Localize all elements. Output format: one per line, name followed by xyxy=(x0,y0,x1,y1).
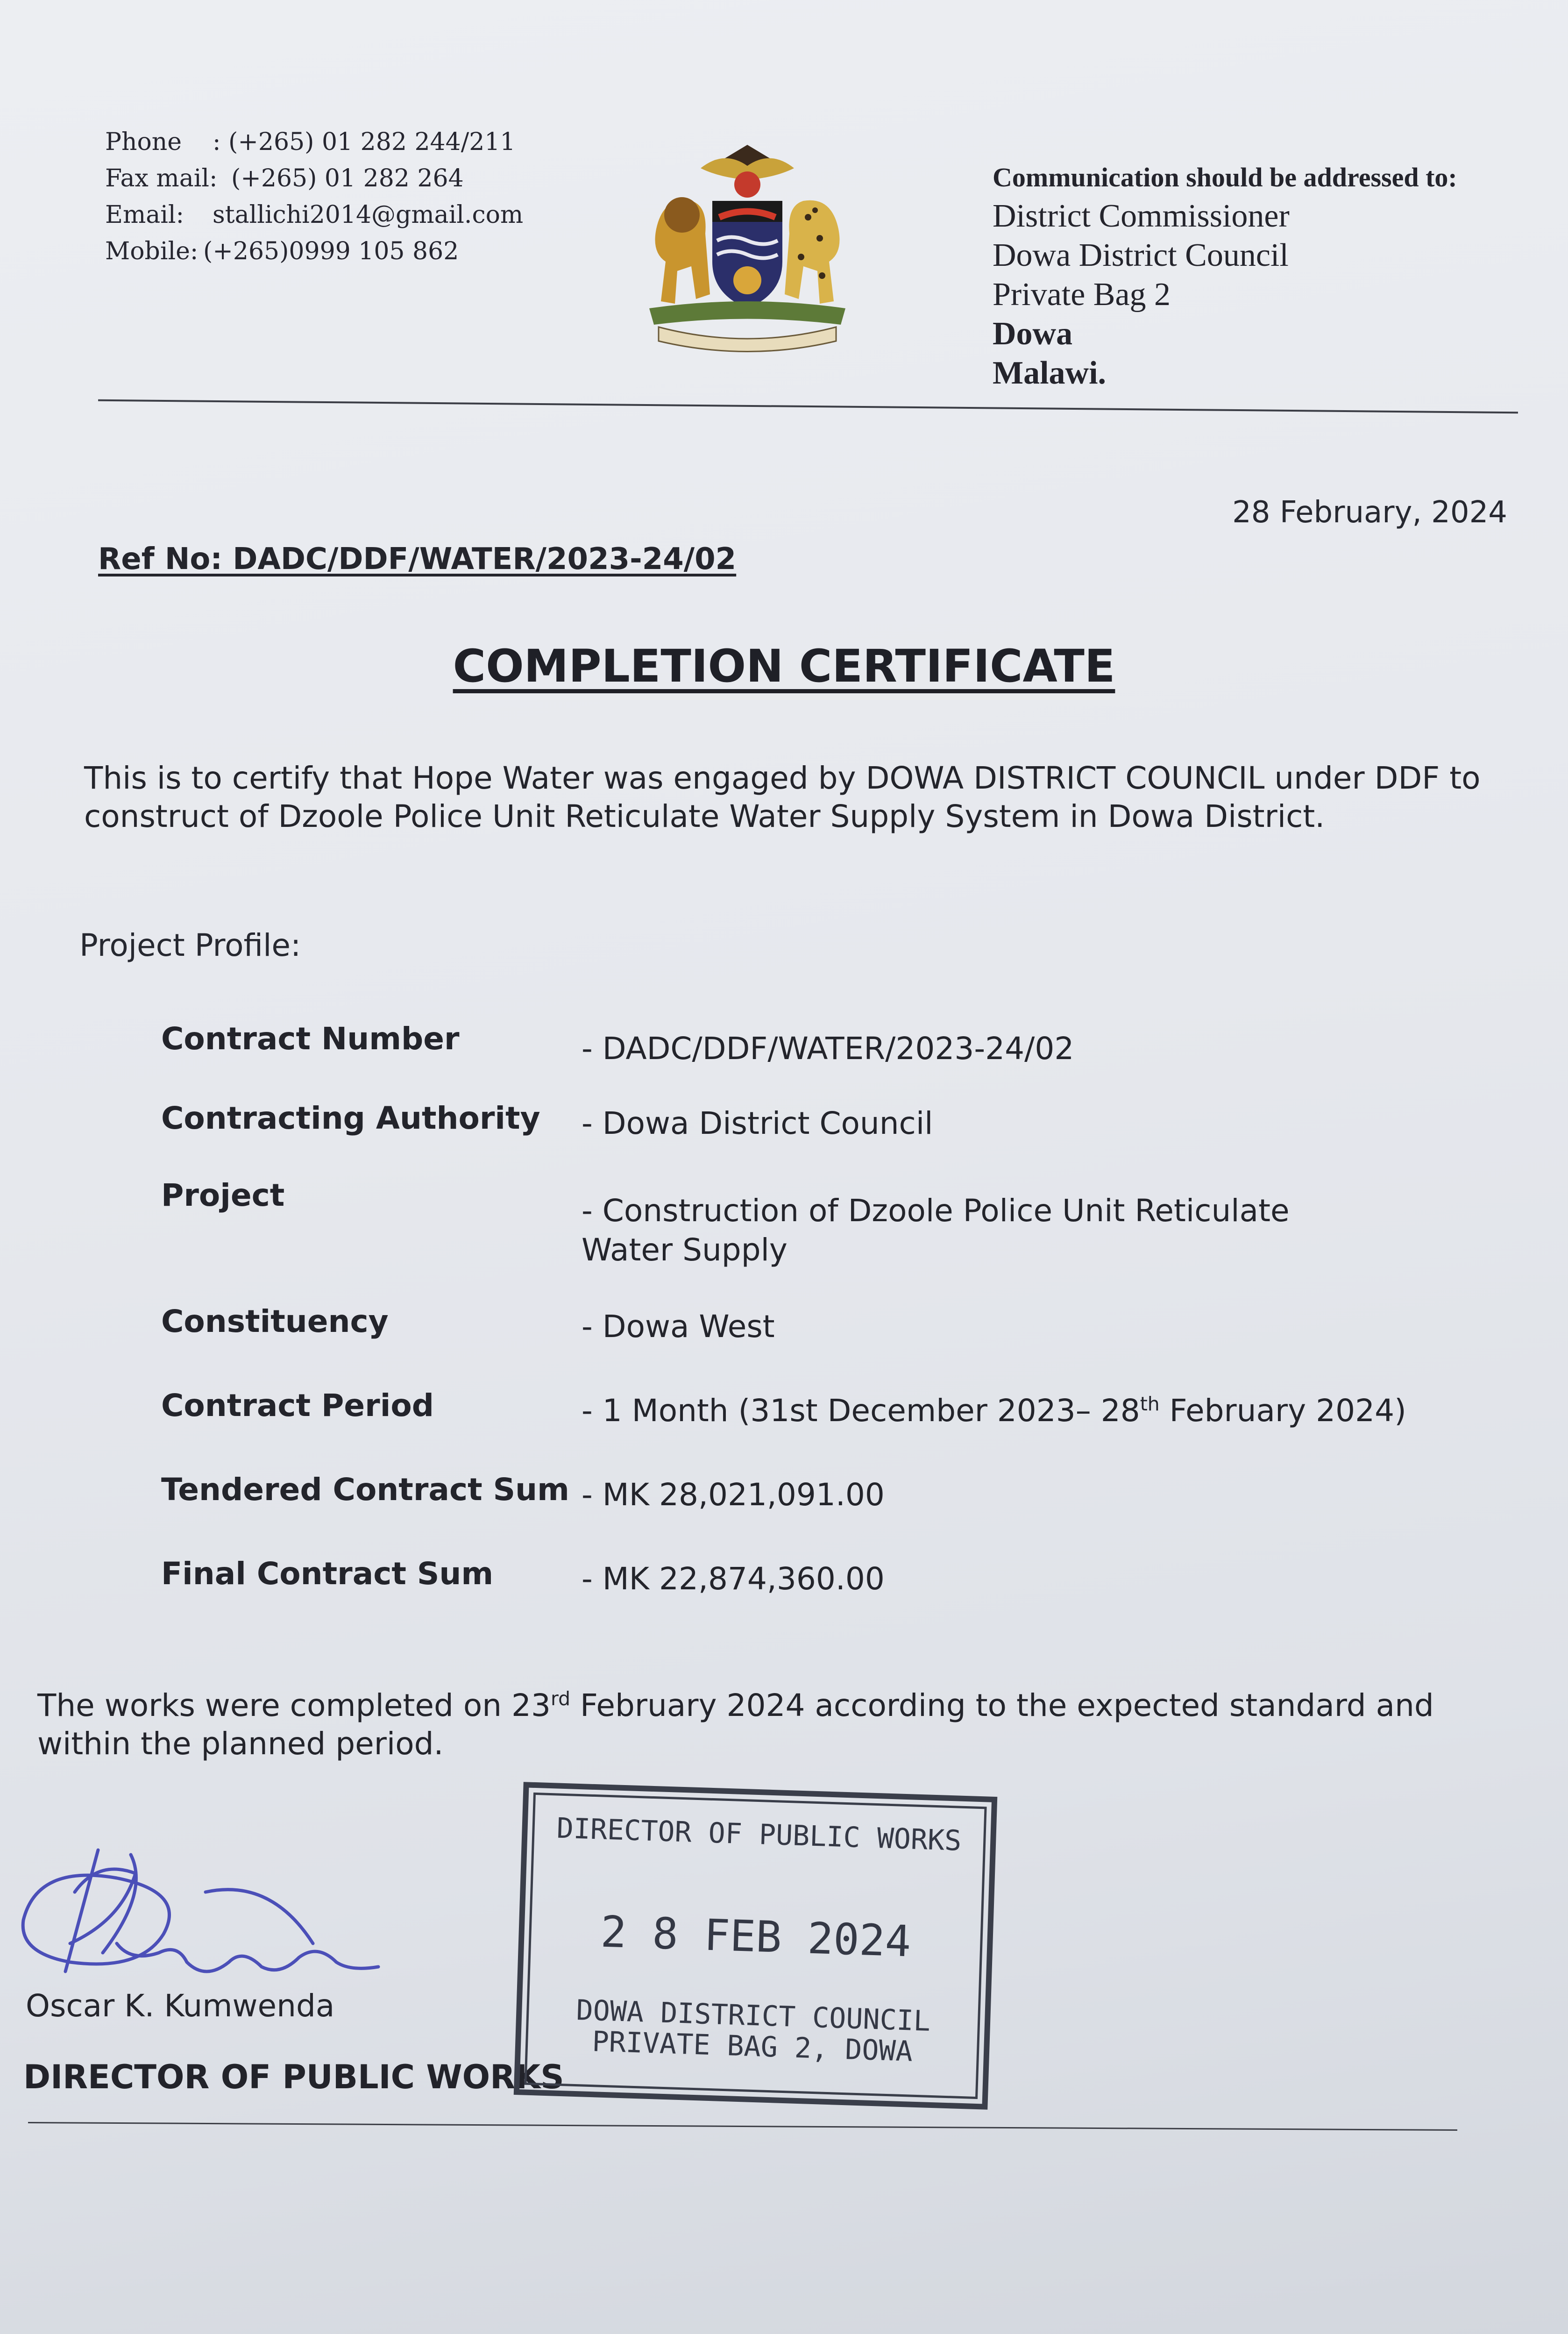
contact-phone xyxy=(105,124,523,160)
project-profile-label: Project Profile: xyxy=(79,927,301,963)
profile-value: - MK 28,021,091.00 xyxy=(582,1477,885,1513)
project-profile xyxy=(161,1021,1446,1630)
official-stamp xyxy=(514,1782,998,2110)
contact-block xyxy=(105,124,523,270)
profile-label: Tendered Contract Sum xyxy=(161,1472,569,1508)
stamp-date: 2 8 FEB 2024 xyxy=(600,1907,912,1967)
signatory-title: DIRECTOR OF PUBLIC WORKS xyxy=(23,2058,564,2096)
profile-label: Contract Period xyxy=(161,1388,434,1423)
address-line: Private Bag 2 xyxy=(993,277,1171,313)
signatory-name: Oscar K. Kumwenda xyxy=(26,1988,335,2024)
address-line: Dowa District Council xyxy=(993,237,1289,273)
profile-value xyxy=(582,1388,1446,1472)
completion-statement xyxy=(37,1686,1476,1763)
contact-value: : (+265) 01 282 244/211 xyxy=(213,128,516,156)
profile-value: - Construction of Dzoole Police Unit Reticulate Water Supply xyxy=(582,1193,1290,1268)
profile-label: Project xyxy=(161,1177,285,1213)
contact-label: Fax mail: xyxy=(105,164,218,192)
period-ordinal: th xyxy=(1140,1393,1160,1415)
coat-of-arms-icon xyxy=(631,140,864,360)
profile-value: - DADC/DDF/WATER/2023-24/02 xyxy=(582,1031,1074,1067)
address-line: District Commissioner xyxy=(993,198,1290,234)
profile-row-contract-number xyxy=(161,1021,1446,1100)
stamp-title: DIRECTOR OF PUBLIC WORKS xyxy=(556,1812,962,1857)
contact-mobile xyxy=(105,233,523,270)
letter-date: 28 February, 2024 xyxy=(1232,495,1507,530)
header-divider xyxy=(98,399,1518,414)
profile-row-contracting-authority xyxy=(161,1100,1446,1177)
stamp-address xyxy=(520,1993,985,2069)
profile-row-constituency xyxy=(161,1303,1446,1388)
contact-value: stallichi2014@gmail.com xyxy=(213,201,524,229)
document-title: COMPLETION CERTIFICATE xyxy=(453,640,1115,692)
contact-email xyxy=(105,197,523,233)
profile-row-project xyxy=(161,1177,1446,1303)
completion-ordinal: rd xyxy=(551,1687,571,1710)
contact-fax xyxy=(105,160,523,197)
contact-label: Mobile: xyxy=(105,237,199,265)
completion-text: The works were completed on 23 xyxy=(37,1687,551,1723)
profile-label: Constituency xyxy=(161,1303,389,1339)
profile-label: Contract Number xyxy=(161,1021,460,1057)
period-text: - 1 Month (31st December 2023– 28 xyxy=(582,1393,1140,1429)
signature-icon xyxy=(9,1822,397,2009)
stamp-address-line: DOWA DISTRICT COUNCIL xyxy=(575,1994,931,2038)
intro-paragraph: This is to certify that Hope Water was engaged by DOWA DISTRICT COUNCIL under DDF to construct of Dzoole Police Unit Reticulate Water Supply System in Dowa District. xyxy=(84,760,1481,834)
period-text: February 2024) xyxy=(1159,1393,1406,1429)
contact-value: (+265) 01 282 264 xyxy=(231,164,464,192)
profile-value: - Dowa West xyxy=(582,1309,775,1345)
address-line: Dowa xyxy=(993,316,1073,352)
profile-label: Contracting Authority xyxy=(161,1100,540,1136)
footer-divider xyxy=(28,2122,1457,2131)
profile-row-final-sum xyxy=(161,1556,1446,1630)
profile-label: Final Contract Sum xyxy=(161,1556,494,1592)
completion-text: February 2024 according to the expected standard and within the planned period. xyxy=(37,1687,1434,1762)
contact-value: (+265)0999 105 862 xyxy=(203,237,459,265)
contact-label: Phone xyxy=(105,128,182,156)
address-line: Malawi. xyxy=(993,355,1107,391)
stamp-address-line: PRIVATE BAG 2, DOWA xyxy=(591,2025,913,2068)
address-header: Communication should be addressed to: xyxy=(993,162,1457,192)
contact-label: Email: xyxy=(105,201,184,229)
reference-number: Ref No: DADC/DDF/WATER/2023-24/02 xyxy=(98,542,737,576)
profile-value: - Dowa District Council xyxy=(582,1105,933,1141)
profile-value: - MK 22,874,360.00 xyxy=(582,1561,885,1597)
profile-row-contract-period xyxy=(161,1388,1446,1472)
profile-row-tendered-sum xyxy=(161,1472,1446,1556)
address-block xyxy=(993,161,1457,393)
